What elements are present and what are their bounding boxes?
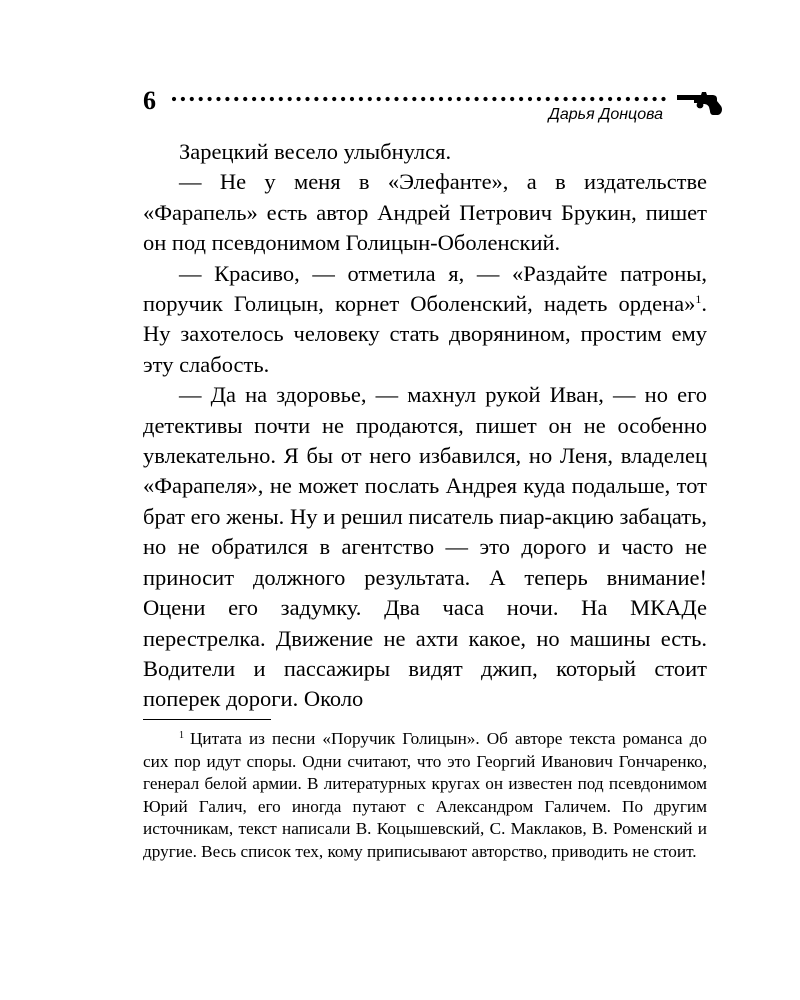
dot-leader [172, 94, 666, 104]
paragraph-continuation: Ну захотелось человеку стать дворянином, простим ему эту слабость. [143, 321, 707, 377]
revolver-icon [676, 90, 724, 116]
footnote-reference: 1 [695, 292, 702, 307]
author-name: Дарья Донцова [548, 106, 663, 123]
page-number: 6 [143, 86, 156, 115]
quote-text: — Красиво, — отметила я, — «Раздайте патроны, поручик Голицын, корнет Оболенский, надеть ордена» [143, 260, 707, 317]
paragraph: — Да на здоровье, — махнул рукой Иван, — но его детективы почти не продаются, пишет он не особенно увлекательно. Я бы от него избавился, но Леня, владелец «Фарапеля», не может послать Андрея куда подальше, тот брат его жены. Ну и решил писатель пиар-акцию забацать, но не обратился в агентство — это дорого и часто не приносит должного результата. А теперь внимание! Оцени его задумку. Два часа ночи. На МКАДе перестрелка. Движение не ахти какое, но машины есть. Водители и пассажиры видят джип, который стоит поперек дороги. Около [143, 382, 707, 712]
footnote-text: Цитата из песни «Поручик Голицын». Об авторе текста романса до сих пор идут споры. Одни считают, что это Георгий Иванович Гончаренко, генерал белой армии. В литературных кругах он известен под псевдонимом Юрий Галич, его иногда путают с Александром Галичем. По другим источникам, текст написали В. Коцышевский, С. Маклаков, В. Роменский и другие. Весь список тех, кому приписывают авторство, приводить не стоит. [143, 729, 707, 861]
paragraph: Зарецкий весело улыбнулся. [179, 139, 452, 164]
footnote-divider [143, 719, 271, 720]
footnote [143, 728, 707, 864]
paragraph: — Красиво, — отметила я, — «Раздайте патроны, поручик Голицын, корнет Оболенский, надеть ордена»$^1$. Ну захотелось человеку стать дворянином, простим ему эту слабость. [143, 260, 707, 377]
footnote-paragraph [143, 728, 707, 864]
paragraph: — Не у меня в «Элефанте», а в издательстве «Фарапель» есть автор Андрей Петрович Брукин, пишет он под псевдонимом Голицын-Оболенский. [143, 169, 707, 256]
body-text [143, 137, 707, 715]
footnote-marker: 1 [179, 730, 184, 741]
